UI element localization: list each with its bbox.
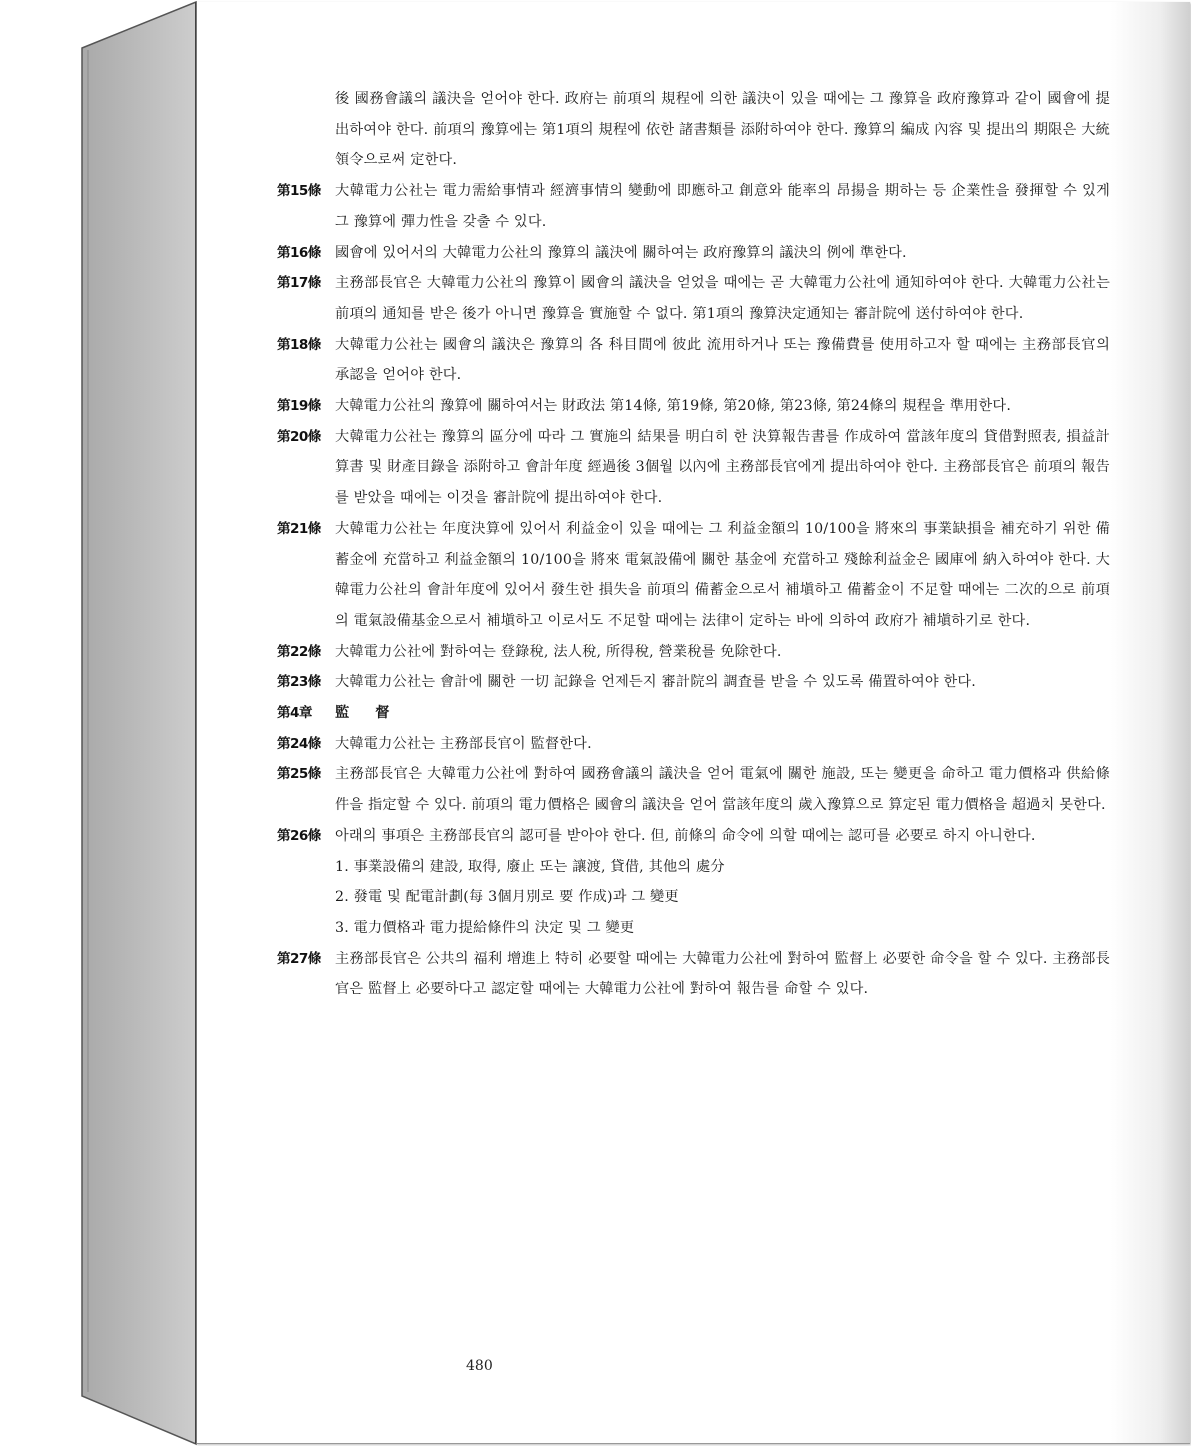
article-19 [277,391,1110,422]
article-label: 第19條 [277,398,321,415]
page-number: 480 [466,1358,493,1374]
article-text: 大韓電力公社는 電力需給事情과 經濟事情의 變動에 即應하고 創意와 能率의 昂揚을 期하는 등 企業性을 發揮할 수 있게 그 豫算에 彈力性을 갖출 수 있다. [335,183,1110,230]
chapter-label: 第4章 [277,705,312,722]
article-text: 大韓電力公社는 國會의 議決은 豫算의 各 科目間에 彼此 流用하거나 또는 豫備費를 使用하고자 할 때에는 主務部長官의 承認을 얻어야 한다. [335,336,1110,384]
article-text: 大韓電力公社는 年度決算에 있어서 利益金이 있을 때에는 그 利益金額의 10/100을 將來의 事業缺損을 補充하기 위한 備蓄金에 充當하고 利益金額의 10/100을 將來 電氣設備에 關한 基金에 充當하고 殘餘利益金은 國庫에 納入하여야 한다. 大韓電力公社의 會計年度에 있어서 發生한 損失을 前項의 備蓄金으로서 補塡하고 備蓄金이 不足할 때에는 二次的으로 前項의 電氣設備基金으로서 補塡하고 이로서도 不足할 때에는 法律이 定하는 바에 의하여 政府가 補塡하기로 한다. [335,520,1110,629]
article-16 [277,238,1110,269]
article-18 [277,330,1110,391]
article-label: 第24條 [277,735,321,752]
list-item: 2. 發電 및 配電計劃(每 3個月別로 要 作成)과 그 變更 [335,889,679,906]
article-21 [277,514,1110,637]
article-label: 第21條 [277,520,321,537]
article-text: 主務部長官은 大韓電力公社의 豫算이 國會의 議決을 얻었을 때에는 곧 大韓電力公社에 通知하여야 한다. 大韓電力公社는 前項의 通知를 받은 後가 아니면 豫算을 實施할 수 없다. 第1項의 豫算決定通知는 審計院에 送付하여야 한다. [335,275,1110,322]
article-26-items [335,852,1110,944]
article-label: 第25條 [277,766,321,783]
article-label: 第15條 [277,183,321,200]
article-text: 大韓電力公社의 豫算에 關하여서는 財政法 第14條, 第19條, 第20條, 第23條, 第24條의 規程을 準用한다. [335,398,1012,415]
article-label: 第18條 [277,336,321,353]
article-24 [277,729,1110,760]
article-text: 主務部長官은 公共의 福利 增進上 特히 必要할 때에는 大韓電力公社에 對하여 監督上 必要한 命令을 할 수 있다. 主務部長官은 監督上 必要하다고 認定할 때에는 大韓電力公社에 對하여 報告를 命할 수 있다. [335,950,1110,998]
book-side-edge [0,0,200,1446]
list-item: 1. 事業設備의 建設, 取得, 廢止 또는 讓渡, 貸借, 其他의 處分 [335,858,725,875]
article-20 [277,422,1110,514]
article-27 [277,944,1110,1005]
article-15 [277,176,1110,237]
article-text: 主務部長官은 大韓電力公社에 對하여 國務會議의 議決을 얻어 電氣에 關한 施設, 또는 變更을 命하고 電力價格과 供給條件을 指定할 수 있다. 前項의 電力價格은 國會의 議決을 얻어 當該年度의 歲入豫算으로 算定된 電力價格을 超過치 못한다. [335,766,1110,814]
article-label: 第20條 [277,428,321,445]
article-text: 大韓電力公社에 對하여는 登錄稅, 法人稅, 所得稅, 營業稅를 免除한다. [335,643,782,660]
article-label: 第16條 [277,244,321,261]
document-content [277,84,1110,1005]
chapter-heading [277,698,1110,729]
article-25 [277,759,1110,820]
article-23 [277,667,1110,698]
article-22 [277,637,1110,668]
article-label: 第22條 [277,643,321,660]
article-text: 大韓電力公社는 會計에 關한 一切 記錄을 언제든지 審計院의 調査를 받을 수 있도록 備置하여야 한다. [335,674,976,691]
article-text: 國會에 있어서의 大韓電力公社의 豫算의 議決에 關하여는 政府豫算의 議決의 例에 準한다. [335,244,907,261]
continued-paragraph [277,84,1110,176]
article-label: 第17條 [277,275,321,292]
paragraph-text: 後 國務會議의 議決을 얻어야 한다. 政府는 前項의 規程에 의한 議決이 있을 때에는 그 豫算을 政府豫算과 같이 國會에 提出하여야 한다. 前項의 豫算에는 第1項의 規程에 依한 諸書類를 添附하여야 한다. 豫算의 編成 內容 및 提出의 期限은 大統領令으로써 定한다. [335,91,1110,169]
article-label: 第23條 [277,674,321,691]
article-26 [277,821,1110,852]
article-label: 第26條 [277,827,321,844]
article-label: 第27條 [277,950,321,967]
article-17 [277,268,1110,329]
article-text: 아래의 事項은 主務部長官의 認可를 받아야 한다. 但, 前條의 命令에 의할 때에는 認可를 必要로 하지 아니한다. [335,827,1036,844]
article-text: 大韓電力公社는 主務部長官이 監督한다. [335,735,592,752]
chapter-title: 監督 [335,705,416,722]
list-item: 3. 電力價格과 電力提給條件의 決定 및 그 變更 [335,919,635,936]
article-text: 大韓電力公社는 豫算의 區分에 따라 그 實施의 結果를 明白히 한 決算報告書를 作成하여 當該年度의 貸借對照表, 損益計算書 및 財產目錄을 添附하고 會計年度 經過後 3個월 以內에 主務部長官에게 提出하여야 한다. 主務部長官은 前項의 報告를 받았을 때에는 이것을 審計院에 提出하여야 한다. [335,428,1110,507]
